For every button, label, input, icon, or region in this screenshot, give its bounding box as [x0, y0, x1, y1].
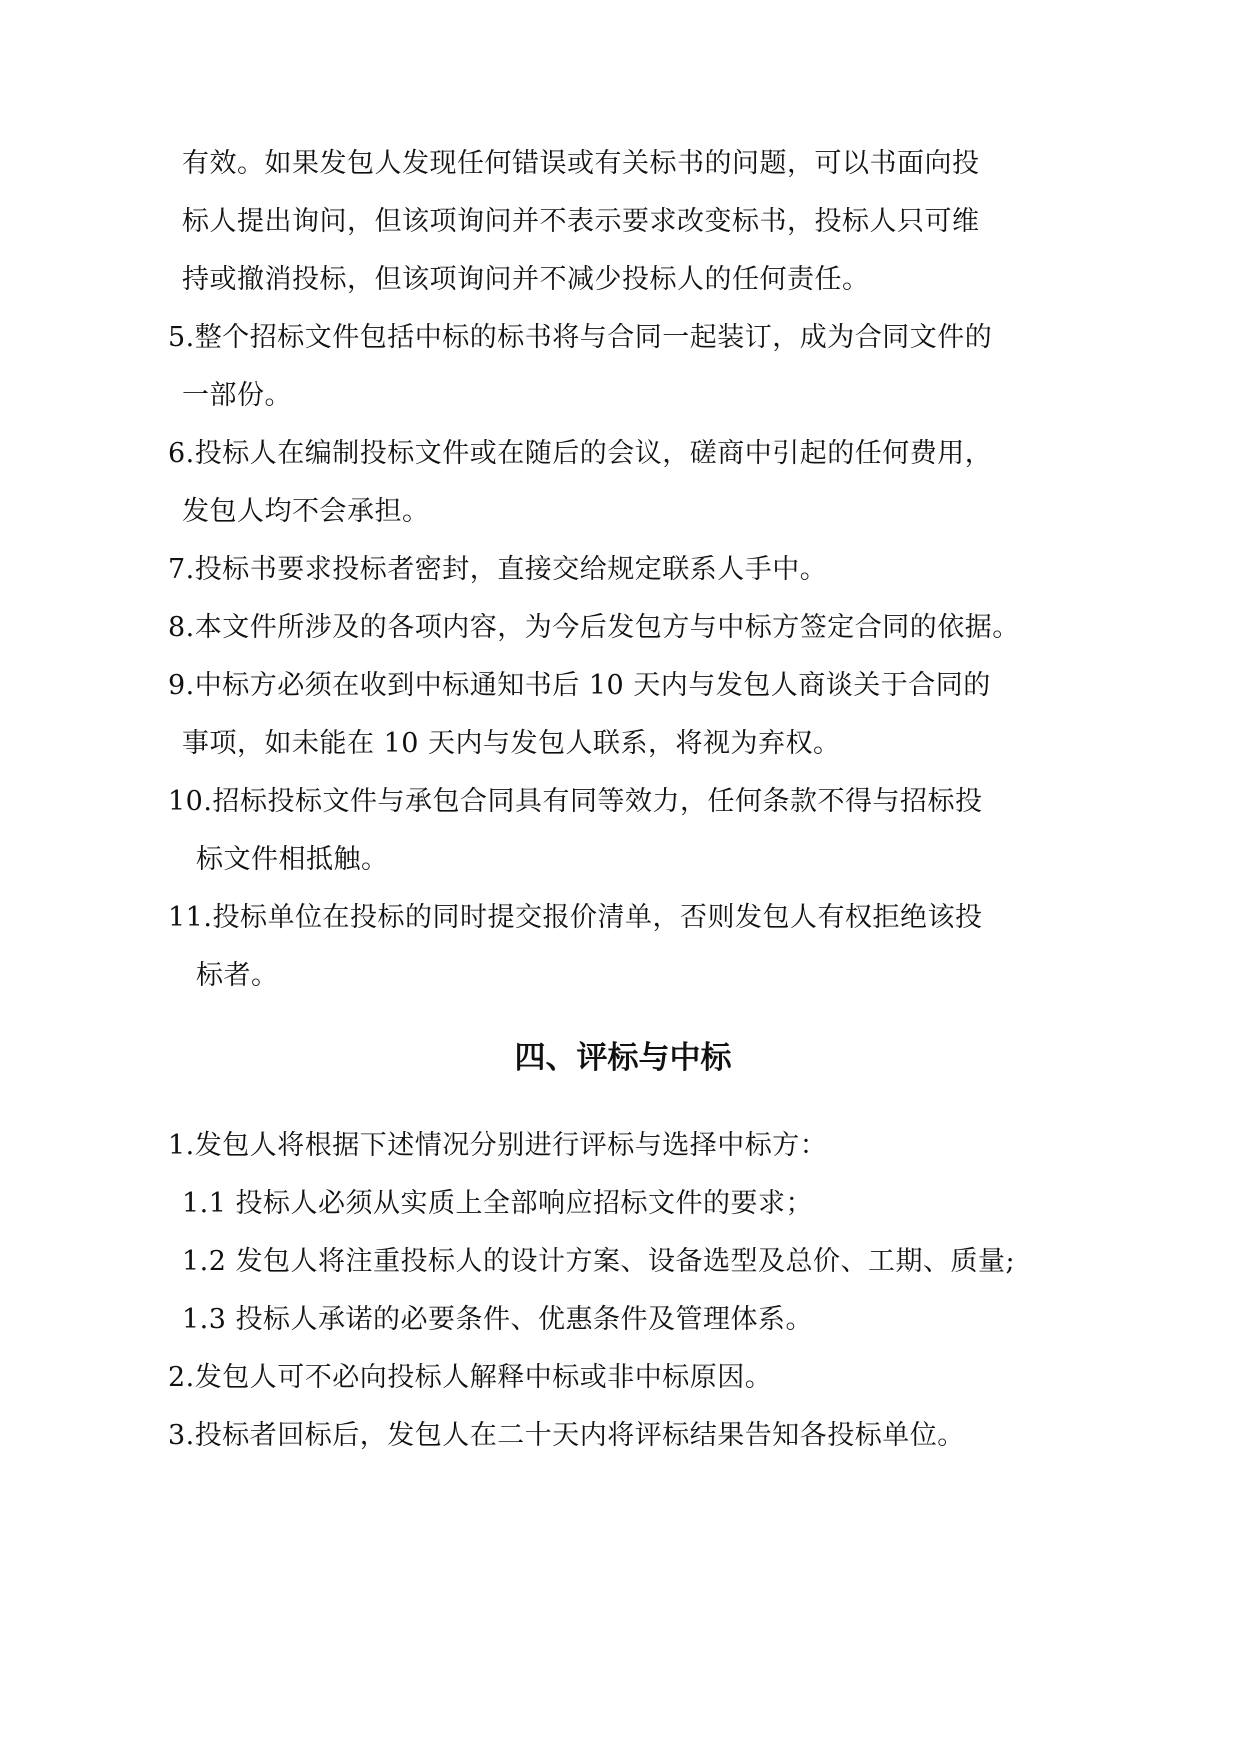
list-item-10: 10.招标投标文件与承包合同具有同等效力，任何条款不得与招标投: [168, 786, 983, 817]
paragraph-line: 持或撤消投标，但该项询问并不减少投标人的任何责任。: [182, 264, 870, 295]
sub-item-1-2: 1.2 发包人将注重投标人的设计方案、设备选型及总价、工期、质量;: [182, 1246, 1016, 1277]
section-heading: 四、评标与中标: [514, 1040, 732, 1076]
paragraph-line: 标文件相抵触。: [196, 844, 389, 875]
sub-item-1-1: 1.1 投标人必须从实质上全部响应招标文件的要求；: [182, 1188, 814, 1219]
paragraph-line: 发包人均不会承担。: [182, 496, 430, 527]
list-item-9: 9.中标方必须在收到中标通知书后 10 天内与发包人商谈关于合同的: [168, 670, 991, 701]
list-item-5: 5.整个招标文件包括中标的标书将与合同一起装订，成为合同文件的: [168, 322, 993, 353]
list-item-2: 2.发包人可不必向投标人解释中标或非中标原因。: [168, 1362, 773, 1393]
list-item-3: 3.投标者回标后，发包人在二十天内将评标结果告知各投标单位。: [168, 1420, 965, 1451]
list-item-1: 1.发包人将根据下述情况分别进行评标与选择中标方：: [168, 1130, 828, 1161]
paragraph-line: 标人提出询问，但该项询问并不表示要求改变标书，投标人只可维: [182, 206, 980, 237]
list-item-6: 6.投标人在编制投标文件或在随后的会议，磋商中引起的任何费用，: [168, 438, 993, 469]
paragraph-line: 一部份。: [182, 380, 292, 411]
paragraph-line: 事项，如未能在 10 天内与发包人联系，将视为弃权。: [182, 728, 841, 759]
sub-item-1-3: 1.3 投标人承诺的必要条件、优惠条件及管理体系。: [182, 1304, 814, 1335]
list-item-7: 7.投标书要求投标者密封，直接交给规定联系人手中。: [168, 554, 828, 585]
paragraph-line: 有效。如果发包人发现任何错误或有关标书的问题，可以书面向投: [182, 148, 980, 179]
list-item-11: 11.投标单位在投标的同时提交报价清单，否则发包人有权拒绝该投: [168, 902, 983, 933]
paragraph-line: 标者。: [196, 960, 279, 991]
list-item-8: 8.本文件所涉及的各项内容，为今后发包方与中标方签定合同的依据。: [168, 612, 1020, 643]
